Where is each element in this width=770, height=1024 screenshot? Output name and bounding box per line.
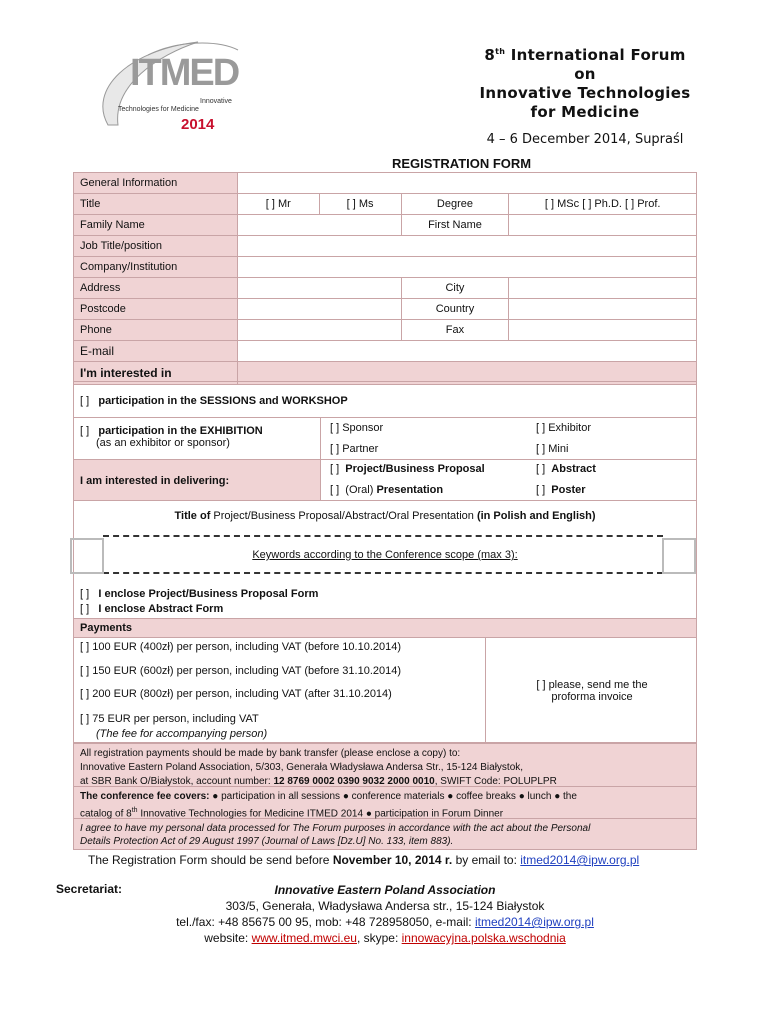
city-label: City	[401, 278, 509, 299]
delivering-row	[73, 459, 697, 501]
presentation-checkbox[interactable]: [ ] (Oral) Presentation	[330, 484, 444, 496]
sessions-row[interactable]: [ ] participation in the SESSIONS and WORKSHOP	[73, 381, 697, 418]
abstract-checkbox[interactable]: [ ] Abstract	[536, 463, 596, 475]
company-label: Company/Institution	[74, 257, 238, 278]
delivering-label: I am interested in delivering:	[80, 475, 230, 487]
title-ms-checkbox[interactable]: [ ] Ms	[319, 194, 401, 215]
payment-option-75[interactable]: [ ] 75 EUR per person, including VAT	[80, 713, 259, 725]
company-field[interactable]	[237, 257, 696, 278]
family-name-field[interactable]	[237, 215, 401, 236]
title-label: Title	[74, 194, 238, 215]
country-label: Country	[401, 299, 509, 320]
itmed-logo	[88, 30, 248, 150]
left-bracket-box	[70, 538, 104, 574]
partner-checkbox[interactable]: [ ] Partner	[330, 443, 379, 455]
sessions-label: participation in the SESSIONS and WORKSHOP	[98, 395, 348, 407]
forum-header	[440, 42, 730, 147]
exhibition-option[interactable]: [ ] participation in the EXHIBITION (as an exhibitor or sponsor)	[80, 425, 263, 449]
send-instructions: The Registration Form should be send before November 10, 2014 r. by email to: itmed2014@ipw.org.pl	[88, 853, 640, 867]
title-of-label: Title of Project/Business Proposal/Abstract/Oral Presentation (in Polish and English)	[174, 510, 596, 522]
title-keywords-section	[73, 500, 697, 620]
secretariat-contact: tel./fax: +48 85675 00 95, mob: +48 728958050, e-mail: itmed2014@ipw.org.pl	[176, 915, 594, 929]
first-name-field[interactable]	[509, 215, 697, 236]
fax-field[interactable]	[509, 320, 697, 341]
first-name-label: First Name	[401, 215, 509, 236]
header-line4: for Medicine	[530, 103, 640, 121]
family-name-label: Family Name	[74, 215, 238, 236]
logo-sub2: Technologies for Medicine	[118, 106, 199, 113]
country-field[interactable]	[509, 299, 697, 320]
payments-options	[73, 637, 697, 743]
email-label: E-mail	[74, 341, 238, 362]
bank-line3: at SBR Bank O/Białystok, account number: 12 8769 0002 0390 9032 2000 0010, SWIFT Code: POLUPLPR	[80, 776, 557, 787]
title-mr-checkbox[interactable]: [ ] Mr	[237, 194, 319, 215]
degree-options[interactable]: [ ] MSc [ ] Ph.D. [ ] Prof.	[509, 194, 697, 215]
bank-line1: All registration payments should be made by bank transfer (please enclose a copy) to:	[80, 748, 461, 759]
logo-itmed-text: ITMED	[130, 52, 239, 94]
secretariat-info	[120, 882, 650, 946]
title-input-line[interactable]	[103, 535, 663, 537]
mini-checkbox[interactable]: [ ] Mini	[536, 443, 569, 455]
enclose-abstract-checkbox[interactable]: [ ] I enclose Abstract Form	[80, 603, 224, 615]
degree-label: Degree	[401, 194, 509, 215]
fee-line2: catalog of 8th Innovative Technologies for Medicine ITMED 2014 ● participation in Forum Dinner	[80, 807, 504, 820]
payment-option-150[interactable]: [ ] 150 EUR (600zł) per person, including VAT (before 31.10.2014)	[80, 665, 402, 677]
exhibition-row	[73, 418, 697, 460]
header-line3: Innovative Technologies	[479, 84, 691, 102]
address-field[interactable]	[237, 278, 401, 299]
secretariat-web: website: www.itmed.mwci.eu, skype: innowacyjna.polska.wschodnia	[204, 931, 566, 945]
consent	[73, 819, 697, 850]
header-line2: on	[574, 65, 596, 83]
logo-sub1: Innovative	[200, 98, 232, 105]
payment-option-75-note: (The fee for accompanying person)	[96, 728, 268, 740]
bank-line2: Innovative Eastern Poland Association, 5/303, Generała Władysława Andersa Str., 15-124 Białystok,	[80, 762, 524, 773]
right-bracket-box	[662, 538, 696, 574]
header-date: 4 – 6 December 2014, Supraśl	[486, 132, 684, 147]
poster-checkbox[interactable]: [ ] Poster	[536, 484, 586, 496]
postcode-field[interactable]	[237, 299, 401, 320]
consent-line2: Details Protection Act of 29 August 1997 (Journal of Laws [Dz.U] No. 133, item 883).	[80, 836, 454, 847]
address-label: Address	[74, 278, 238, 299]
send-email-link[interactable]: itmed2014@ipw.org.pl	[520, 853, 640, 867]
logo-year: 2014	[181, 116, 215, 133]
general-heading: General Information	[74, 173, 238, 194]
consent-line1: I agree to have my personal data processed for The Forum purposes in accordance with the act about the Personal	[80, 823, 591, 834]
website-link[interactable]: www.itmed.mwci.eu	[251, 931, 357, 945]
bank-info	[73, 743, 697, 787]
phone-label: Phone	[74, 320, 238, 341]
keywords-label: Keywords according to the Conference scope (max 3):	[252, 549, 518, 561]
phone-field[interactable]	[237, 320, 401, 341]
payment-option-100[interactable]: [ ] 100 EUR (400zł) per person, including VAT (before 10.10.2014)	[80, 641, 402, 653]
job-title-field[interactable]	[237, 236, 696, 257]
city-field[interactable]	[509, 278, 697, 299]
keywords-input-line[interactable]	[103, 572, 663, 574]
email-field[interactable]	[237, 341, 696, 362]
skype-link[interactable]: innowacyjna.polska.wschodnia	[401, 931, 566, 945]
form-title: REGISTRATION FORM	[392, 156, 532, 171]
general-info-table	[73, 172, 697, 385]
fee-covers	[73, 787, 697, 819]
secretariat-org: Innovative Eastern Poland Association	[274, 883, 496, 897]
payment-option-200[interactable]: [ ] 200 EUR (800zł) per person, including VAT (after 31.10.2014)	[80, 688, 392, 700]
secretariat-label: Secretariat:	[56, 882, 123, 896]
payments-heading-row	[73, 618, 697, 638]
proforma-invoice-checkbox[interactable]: [ ] please, send me the proforma invoice	[536, 679, 648, 703]
interest-heading: I'm interested in	[74, 362, 238, 385]
job-title-label: Job Title/position	[74, 236, 238, 257]
sponsor-checkbox[interactable]: [ ] Sponsor	[330, 422, 384, 434]
secretariat-address: 303/5, Generała, Władysława Andersa str., 15-124 Białystok	[225, 899, 545, 913]
payments-heading: Payments	[80, 622, 132, 634]
header-line1: 8th International Forum	[484, 46, 686, 64]
fax-label: Fax	[401, 320, 509, 341]
secretariat-email-link[interactable]: itmed2014@ipw.org.pl	[474, 915, 594, 929]
proposal-checkbox[interactable]: [ ] Project/Business Proposal	[330, 463, 485, 475]
fee-line1: The conference fee covers: ● participation in all sessions ● conference materials ● coffee breaks ● lunch ● the	[80, 791, 577, 802]
enclose-proposal-checkbox[interactable]: [ ] I enclose Project/Business Proposal Form	[80, 588, 319, 600]
exhibitor-checkbox[interactable]: [ ] Exhibitor	[536, 422, 592, 434]
postcode-label: Postcode	[74, 299, 238, 320]
